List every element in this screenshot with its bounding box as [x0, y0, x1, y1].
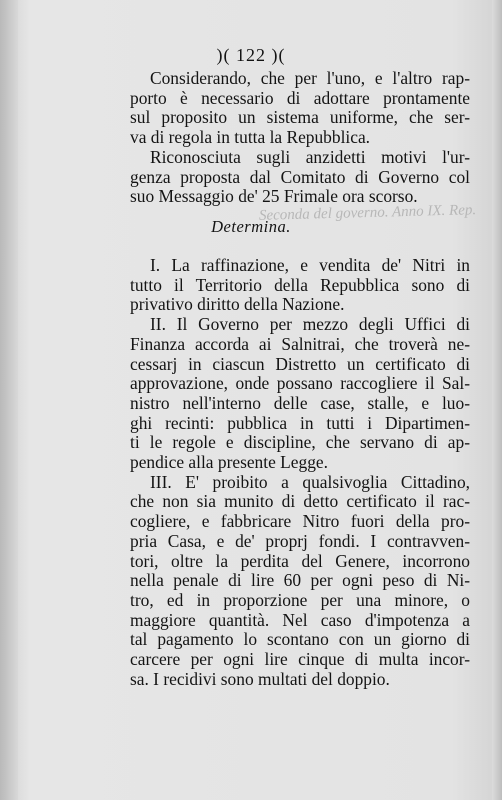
article-3-line: nella penale di lire 60 per ogni peso di Ni-: [130, 570, 470, 591]
article-3-line: tal pagamento lo scontano con un giorno di: [130, 629, 470, 650]
article-2-line: Finanza accorda ai Salnitrai, che troverà ne-: [130, 333, 470, 354]
page-right-edge: [492, 0, 502, 800]
page-left-edge: [0, 0, 18, 800]
article-1-line: I. La raffinazione, e vendita de' Nitri in: [150, 255, 470, 275]
header-ornament-left: )(: [216, 45, 231, 65]
page-number: 122: [236, 45, 266, 65]
article-3-line: carcere per ogni lire cinque di multa incor-: [130, 649, 470, 670]
text-line: porto è necessario di adottare prontamente: [130, 87, 470, 108]
article-2-line: II. Il Governo per mezzo degli Uffici di: [150, 314, 470, 335]
text-line: Riconosciuta sugli anzidetti motivi l'ur-: [150, 146, 470, 167]
article-3-line: maggiore quantità. Nel caso d'impotenza a: [130, 609, 470, 630]
preamble-block: [130, 69, 470, 207]
article-2-line: ti le regole e discipline, che servano di ap-: [130, 432, 470, 453]
article-3-line: pria Casa, e de' proprj fondi. I contravven-: [130, 530, 470, 551]
article-3-line: III. E' proibito a qualsivoglia Cittadino,: [150, 471, 470, 492]
article-3-line: cogliere, e fabbricare Nitro fuori della pro-: [130, 511, 470, 532]
text-line: Considerando, che per l'uno, e l'altro rap-: [150, 68, 470, 88]
article-1-line: tutto il Territorio della Repubblica sono di: [130, 274, 470, 295]
article-2-line: ghi recinti: pubblica in tutti i Dipartimen-: [130, 412, 470, 433]
article-3-line: sa. I recidivi sono multati del doppio.: [130, 668, 390, 689]
article-2-line: pendice alla presente Legge.: [130, 452, 328, 473]
header-ornament-right: )(: [271, 45, 286, 65]
articles-block: [130, 256, 470, 689]
article-3-line: tro, ed in proporzione per una minore, o: [130, 589, 470, 610]
article-2-line: nistro nell'interno delle case, stalle, e luo-: [130, 392, 470, 413]
article-3-line: tori, oltre la perdita del Genere, incorrono: [130, 550, 470, 571]
text-line: genza proposta dal Comitato di Governo col: [130, 166, 470, 187]
page-header: [0, 45, 502, 66]
bleed-through-text: Seconda del governo. Anno IX. Rep.: [258, 202, 477, 224]
text-line: suo Messaggio de' 25 Frimale ora scorso.: [130, 186, 418, 207]
article-2-line: approvazione, onde possano raccogliere il Sal-: [130, 373, 470, 394]
section-heading: Determina.: [211, 217, 291, 236]
text-line: sul proposito un sistema uniforme, che ser-: [130, 107, 470, 128]
article-2-line: cessarj in ciascun Distretto un certificato di: [130, 353, 470, 374]
article-3-line: che non sia munito di detto certificato il rac-: [130, 491, 470, 512]
text-line: va di regola in tutta la Repubblica.: [130, 127, 371, 148]
article-1-line: privativo diritto della Nazione.: [130, 294, 345, 315]
